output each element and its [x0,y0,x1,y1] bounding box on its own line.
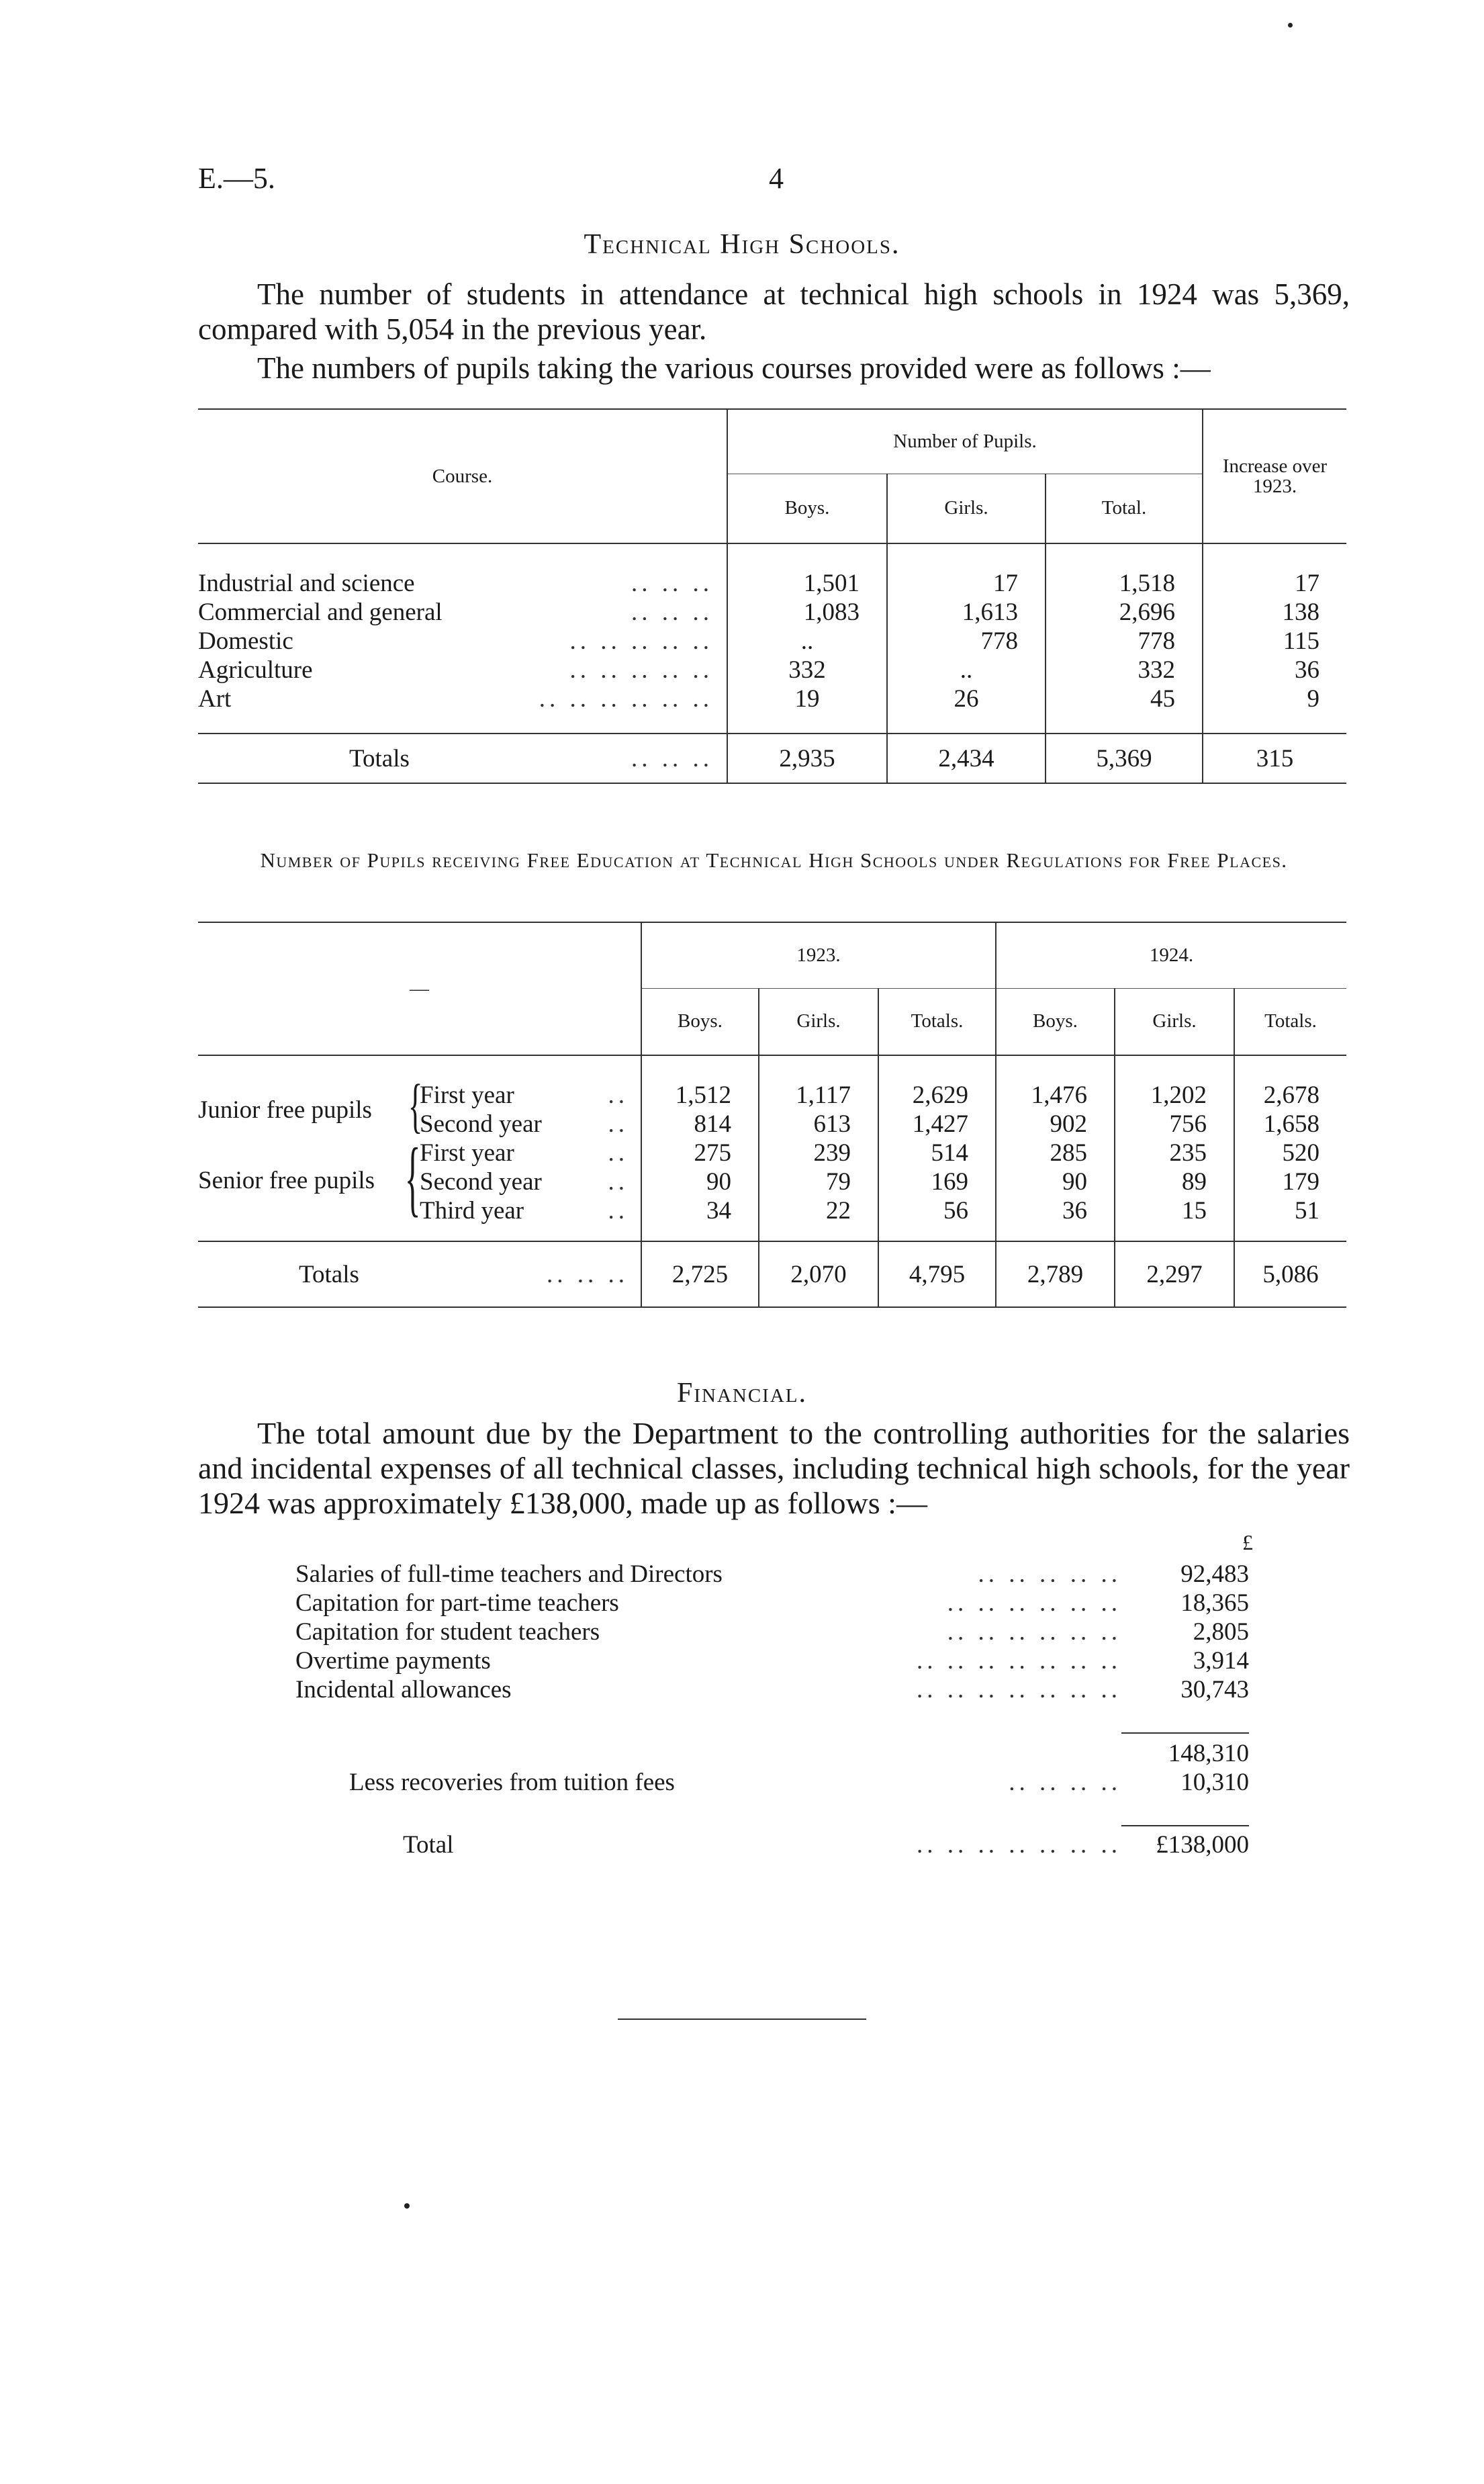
cell-girls: 778 [887,627,1046,656]
cell-girls-1923: 79 [759,1167,878,1196]
total-boys-1923: 2,725 [641,1241,759,1307]
paragraph-attendance: The number of students in attendance at technical high schools in 1924 was 5,369, compared with 5,054 in the previous year. [198,277,1350,346]
total-girls: 2,434 [887,734,1046,783]
cell-totals-1924: 520 [1234,1139,1346,1167]
cell-girls: 17 [887,569,1046,598]
table-row: Capitation for student teachers .. .. .. .. .. .. 2,805 [295,1618,1249,1646]
cell-increase: 9 [1203,684,1346,713]
header-boys-1923: Boys. [641,988,759,1055]
cell-boys-1924: 902 [996,1110,1115,1139]
totals-label: Totals [299,1260,359,1288]
item-label: Capitation for student teachers [295,1618,600,1646]
cell-boys-1924: 1,476 [996,1081,1115,1110]
senior-free-pupils-label: Senior free pupils [198,1167,375,1194]
cell-girls-1923: 613 [759,1110,878,1139]
paragraph-financial: The total amount due by the Department to the controlling authorities for the salaries and incidental expenses of all technical classes, including technical high schools, for the year 1924 was approximately £138,000, made up as follows :— [198,1416,1350,1520]
cell-boys-1923: 34 [641,1196,759,1225]
subtotal-amount: 148,310 [1168,1740,1249,1767]
cell-girls-1923: 239 [759,1139,878,1167]
table-row: Second year .. 90 79 169 90 89 179 [198,1167,1346,1196]
closing-rule [618,2019,866,2020]
cell-boys: 1,083 [727,598,887,627]
free-places-table [198,922,1346,1308]
total-boys-1924: 2,789 [996,1241,1115,1307]
header-boys-1924: Boys. [996,988,1115,1055]
table-row: Incidental allowances .. .. .. .. .. .. .. 30,743 [295,1676,1249,1703]
header-totals-1923: Totals. [878,988,996,1055]
cell-totals-1923: 1,427 [878,1110,996,1139]
less-label: Less recoveries from tuition fees [349,1769,675,1796]
table-row: Agriculture .. .. .. .. .. 332 .. 332 36 [198,656,1346,684]
row-year: First year [420,1081,514,1109]
table-row: Overtime payments .. .. .. .. .. .. .. 3,914 [295,1647,1249,1675]
total-totals-1924: 5,086 [1234,1241,1346,1307]
less-row: Less recoveries from tuition fees .. .. .. .. 10,310 [349,1769,1249,1796]
row-year: Second year [420,1168,542,1196]
cell-totals-1923: 169 [878,1167,996,1196]
page-reference: E.—5. [198,162,275,195]
cell-boys: 19 [727,684,887,713]
total-increase: 315 [1203,734,1346,783]
table-row: Junior free pupils { First year .. 1,512 1,117 2,629 1,476 1,202 2,678 [198,1081,1346,1110]
financial-table [295,1560,1249,1859]
courses-table [198,408,1346,784]
header-dash: — [410,977,429,1000]
currency-symbol: £ [1242,1530,1253,1554]
cell-girls-1924: 756 [1115,1110,1234,1139]
paragraph-courses-intro: The numbers of pupils taking the various courses provided were as follows :— [257,351,1211,385]
total-label: Total [403,1830,454,1859]
table-row: Commercial and general .. .. .. 1,083 1,613 2,696 138 [198,598,1346,627]
cell-girls-1924: 1,202 [1115,1081,1234,1110]
item-amount: 92,483 [1180,1560,1249,1588]
item-amount: 18,365 [1180,1589,1249,1617]
cell-girls-1924: 235 [1115,1139,1234,1167]
junior-free-pupils-label: Junior free pupils [198,1096,372,1124]
header-boys: Boys. [727,474,887,543]
cell-totals-1924: 2,678 [1234,1081,1346,1110]
header-course: Course. [432,465,493,487]
cell-total: 45 [1046,684,1203,713]
cell-boys-1923: 1,512 [641,1081,759,1110]
speck-mark [1288,23,1293,28]
table-row: Second year .. 814 613 1,427 902 756 1,658 [198,1110,1346,1139]
total-girls-1924: 2,297 [1115,1241,1234,1307]
cell-girls: 26 [887,684,1046,713]
less-amount: 10,310 [1180,1769,1249,1796]
totals-row: Totals .. .. .. 2,725 2,070 4,795 2,789 2,297 5,086 [198,1241,1346,1307]
row-course: Art [198,685,232,713]
total-total: 5,369 [1046,734,1203,783]
item-label: Overtime payments [295,1647,491,1675]
cell-increase: 36 [1203,656,1346,684]
cell-boys-1924: 285 [996,1139,1115,1167]
header-year-1924: 1924. [996,922,1346,988]
cell-totals-1924: 51 [1234,1196,1346,1225]
cell-totals-1924: 179 [1234,1167,1346,1196]
cell-boys-1924: 90 [996,1167,1115,1196]
table-row: Third year .. 34 22 56 36 15 51 [198,1196,1346,1225]
row-year: First year [420,1139,514,1167]
total-totals-1923: 4,795 [878,1241,996,1307]
table-row: Industrial and science .. .. .. 1,501 17 1,518 17 [198,569,1346,598]
cell-boys: 1,501 [727,569,887,598]
row-course: Industrial and science [198,570,415,597]
cell-increase: 17 [1203,569,1346,598]
cell-boys-1924: 36 [996,1196,1115,1225]
cell-increase: 115 [1203,627,1346,656]
item-label: Capitation for part-time teachers [295,1589,619,1617]
header-totals-1924: Totals. [1234,988,1346,1055]
row-course: Domestic [198,627,293,655]
header-girls-1924: Girls. [1115,988,1234,1055]
totals-label: Totals [349,744,410,772]
cell-total: 332 [1046,656,1203,684]
totals-row: Totals .. .. .. 2,935 2,434 5,369 315 [198,734,1346,783]
header-year-1923: 1923. [641,922,996,988]
header-girls: Girls. [887,474,1046,543]
cell-girls-1923: 22 [759,1196,878,1225]
total-amount: £138,000 [1156,1831,1249,1859]
cell-boys-1923: 275 [641,1139,759,1167]
item-label: Incidental allowances [295,1676,512,1703]
item-amount: 30,743 [1180,1676,1249,1703]
header-girls-1923: Girls. [759,988,878,1055]
cell-girls-1923: 1,117 [759,1081,878,1110]
header-number-of-pupils: Number of Pupils. [727,409,1203,474]
cell-total: 1,518 [1046,569,1203,598]
table-row: Salaries of full-time teachers and Directors .. .. .. .. .. 92,483 [295,1560,1249,1588]
cell-girls-1924: 15 [1115,1196,1234,1225]
table-row: Capitation for part-time teachers .. .. .. .. .. .. 18,365 [295,1589,1249,1617]
table-row: Domestic .. .. .. .. .. .. 778 778 115 [198,627,1346,656]
cell-girls-1924: 89 [1115,1167,1234,1196]
total-row: Total .. .. .. .. .. .. .. £138,000 [295,1826,1249,1859]
cell-totals-1923: 2,629 [878,1081,996,1110]
row-course: Commercial and general [198,598,443,626]
cell-boys: .. [727,627,887,656]
table-row: Art .. .. .. .. .. .. 19 26 45 9 [198,684,1346,713]
row-course: Agriculture [198,656,313,684]
table-row: Senior free pupils { First year .. 275 239 514 285 235 520 [198,1139,1346,1167]
header-increase: Increase over 1923. [1203,409,1346,543]
total-girls-1923: 2,070 [759,1241,878,1307]
row-year: Second year [420,1110,542,1138]
cell-boys: 332 [727,656,887,684]
cell-boys-1923: 90 [641,1167,759,1196]
section-title-financial: Financial. [676,1378,807,1409]
cell-totals-1923: 56 [878,1196,996,1225]
cell-total: 2,696 [1046,598,1203,627]
cell-increase: 138 [1203,598,1346,627]
section-title-technical-high-schools: Technical High Schools. [584,229,900,260]
total-boys: 2,935 [727,734,887,783]
page-number: 4 [769,162,784,195]
item-amount: 3,914 [1193,1647,1249,1675]
row-year: Third year [420,1197,524,1225]
cell-totals-1924: 1,658 [1234,1110,1346,1139]
subtotal-row [295,1733,1249,1768]
header-total: Total. [1046,474,1203,543]
item-amount: 2,805 [1193,1618,1249,1646]
cell-girls: .. [887,656,1046,684]
speck-mark [404,2203,410,2209]
free-places-table-title: Number of Pupils receiving Free Education at Technical High Schools under Regulations for Free Places. [260,848,1288,872]
item-label: Salaries of full-time teachers and Directors [295,1560,723,1588]
cell-boys-1923: 814 [641,1110,759,1139]
cell-total: 778 [1046,627,1203,656]
cell-girls: 1,613 [887,598,1046,627]
cell-totals-1923: 514 [878,1139,996,1167]
